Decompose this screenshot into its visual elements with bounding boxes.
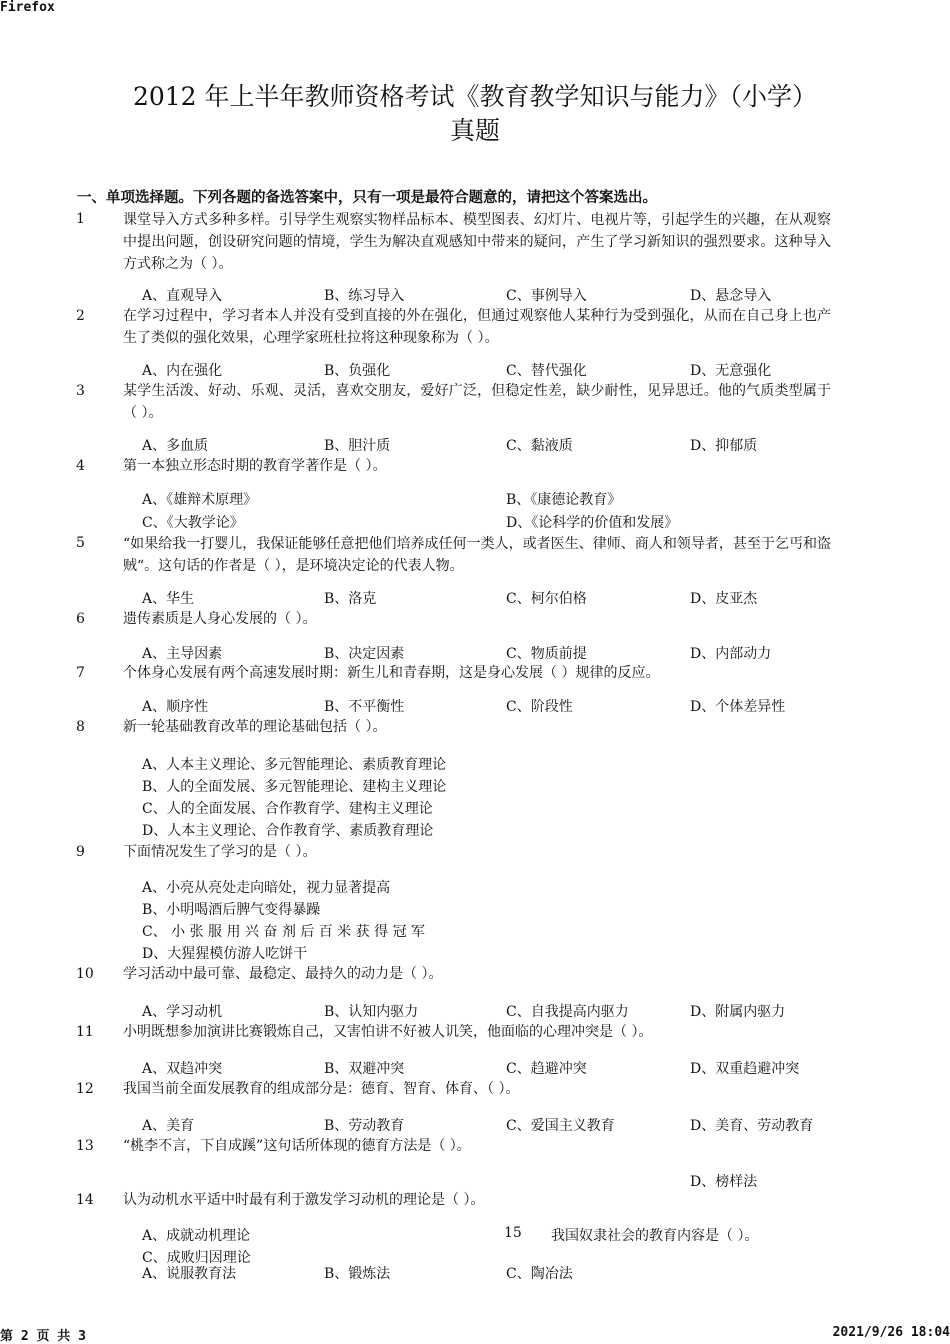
- option-b: B、洛克: [324, 591, 377, 607]
- option-d: D、榜样法: [690, 1174, 758, 1190]
- question-text: 遗传素质是人身心发展的（ ）。: [123, 611, 317, 627]
- question-number: 5: [76, 535, 85, 551]
- option-c: C、成败归因理论: [142, 1250, 251, 1266]
- option-a: A、华生: [142, 591, 195, 607]
- question-text: 在学习过程中，学习者本人并没有受到直接的外在强化，但通过观察他人某种行为受到强化，从而在自己身上也产生了类似的强化效果，心理学家班杜拉将这种现象称为（ ）。: [123, 308, 831, 346]
- page-title-line2: 真题: [449, 116, 500, 145]
- option-a: A、内在强化: [142, 363, 223, 379]
- option-b: B、不平衡性: [324, 699, 405, 715]
- option-a: A、小亮从亮处走向暗处，视力显著提高: [142, 880, 391, 896]
- question-text: 小明既想参加演讲比赛锻炼自己，又害怕讲不好被人讥笑，他面临的心理冲突是（ ）。: [123, 1024, 653, 1040]
- question-number: 12: [76, 1081, 94, 1097]
- section-heading: 一、单项选择题。下列各题的备选答案中，只有一项是最符合题意的，请把这个答案选出。: [77, 190, 657, 206]
- option-d: D、附属内驱力: [690, 1004, 786, 1020]
- option-d: D、个体差异性: [690, 699, 786, 715]
- question-number: 8: [76, 719, 85, 735]
- question-number: 11: [76, 1024, 94, 1040]
- option-c: C、陶冶法: [506, 1266, 573, 1282]
- option-c: C、 小 张 服 用 兴 奋 剂 后 百 米 获 得 冠 军: [142, 924, 426, 940]
- option-b: B、《康德论教育》: [506, 492, 622, 508]
- option-b: B、双避冲突: [324, 1061, 405, 1077]
- option-b: B、劳动教育: [324, 1118, 405, 1134]
- option-a: A、学习动机: [142, 1004, 223, 1020]
- option-c: C、《大教学论》: [142, 515, 244, 531]
- print-datetime: 2021/9/26 18:04: [832, 1325, 950, 1340]
- option-d: D、《论科学的价值和发展》: [506, 515, 679, 531]
- question-text: 学习活动中最可靠、最稳定、最持久的动力是（ ）。: [123, 966, 443, 982]
- option-a: A、说服教育法: [142, 1266, 237, 1282]
- option-a: A、多血质: [142, 438, 209, 454]
- option-b: B、决定因素: [324, 646, 405, 662]
- option-b: B、负强化: [324, 363, 391, 379]
- question-text: 下面情况发生了学习的是（ ）。: [123, 844, 317, 860]
- option-a: A、《雄辩术原理》: [142, 492, 258, 508]
- page-indicator: 第 2 页 共 3: [0, 1329, 86, 1344]
- question-text: 认为动机水平适中时最有利于激发学习动机的理论是（ ）。: [123, 1192, 485, 1208]
- option-c: C、物质前提: [506, 646, 587, 662]
- option-c: C、事例导入: [506, 288, 587, 304]
- option-a: A、主导因素: [142, 646, 223, 662]
- option-c: C、替代强化: [506, 363, 587, 379]
- option-c: C、爱国主义教育: [506, 1118, 615, 1134]
- question-text: 我国奴隶社会的教育内容是（ ）。: [551, 1228, 759, 1244]
- question-number: 1: [76, 211, 85, 227]
- option-a: A、美育: [142, 1118, 195, 1134]
- option-c: C、趋避冲突: [506, 1061, 587, 1077]
- question-text: 某学生活泼、好动、乐观、灵活，喜欢交朋友，爱好广泛，但稳定性差，缺少耐性，见异思迁。他的气质类型属于（ ）。: [123, 383, 831, 421]
- question-number: 4: [76, 458, 85, 474]
- option-c: C、柯尔伯格: [506, 591, 587, 607]
- page-title-line1: 2012 年上半年教师资格考试《教育教学知识与能力》（小学）: [132, 82, 818, 111]
- question-text: “如果给我一打婴儿，我保证能够任意把他们培养成任何一类人，或者医生、律师、商人和领导者，甚至于乞丐和盗贼“。这句话的作者是（ ），是环境决定论的代表人物。: [123, 536, 831, 574]
- question-number: 2: [76, 308, 85, 324]
- option-d: D、双重趋避冲突: [690, 1061, 800, 1077]
- question-number: 15: [504, 1225, 522, 1241]
- option-b: B、小明喝酒后脾气变得暴躁: [142, 902, 321, 918]
- option-a: A、人本主义理论、多元智能理论、素质教育理论: [142, 757, 447, 773]
- option-a: A、成就动机理论: [142, 1228, 251, 1244]
- option-b: B、认知内驱力: [324, 1004, 419, 1020]
- option-a: A、直观导入: [142, 288, 223, 304]
- option-d: D、悬念导入: [690, 288, 772, 304]
- question-number: 14: [76, 1192, 94, 1208]
- option-a: A、顺序性: [142, 699, 209, 715]
- option-b: B、练习导入: [324, 288, 405, 304]
- option-d: D、大猩猩模仿游人吃饼干: [142, 946, 308, 962]
- question-text: 我国当前全面发展教育的组成部分是：德育、智育、体育、（ ）。: [123, 1081, 520, 1097]
- question-number: 7: [76, 665, 85, 681]
- option-c: C、黏液质: [506, 438, 573, 454]
- browser-app-name: Firefox: [0, 0, 55, 15]
- option-d: D、人本主义理论、合作教育学、素质教育理论: [142, 823, 434, 839]
- question-number: 3: [76, 383, 85, 399]
- question-number: 10: [76, 966, 94, 982]
- option-c: C、阶段性: [506, 699, 573, 715]
- question-text: “桃李不言，下自成蹊”这句话所体现的德育方法是（ ）。: [123, 1138, 471, 1154]
- question-number: 13: [76, 1138, 94, 1154]
- option-d: D、内部动力: [690, 646, 772, 662]
- option-d: D、皮亚杰: [690, 591, 758, 607]
- option-b: B、人的全面发展、多元智能理论、建构主义理论: [142, 779, 447, 795]
- question-number: 9: [76, 844, 85, 860]
- option-d: D、抑郁质: [690, 438, 758, 454]
- option-b: B、胆汁质: [324, 438, 391, 454]
- question-text: 第一本独立形态时期的教育学著作是（ ）。: [123, 458, 387, 474]
- question-number: 6: [76, 611, 85, 627]
- option-a: A、双趋冲突: [142, 1061, 223, 1077]
- question-text: 个体身心发展有两个高速发展时期：新生儿和青春期，这是身心发展（ ）规律的反应。: [123, 665, 660, 681]
- question-text: 课堂导入方式多种多样。引导学生观察实物样品标本、模型图表、幻灯片、电视片等，引起学生的兴趣，在从观察中提出问题，创设研究问题的情境，学生为解决直观感知中带来的疑问，产生了学习新知识的强烈要求。这种导入方式称之为（ ）。: [123, 212, 831, 272]
- option-d: D、美育、劳动教育: [690, 1118, 814, 1134]
- option-c: C、自我提高内驱力: [506, 1004, 629, 1020]
- question-text: 新一轮基础教育改革的理论基础包括（ ）。: [123, 719, 387, 735]
- option-d: D、无意强化: [690, 363, 772, 379]
- option-c: C、人的全面发展、合作教育学、建构主义理论: [142, 801, 433, 817]
- option-b: B、锻炼法: [324, 1266, 391, 1282]
